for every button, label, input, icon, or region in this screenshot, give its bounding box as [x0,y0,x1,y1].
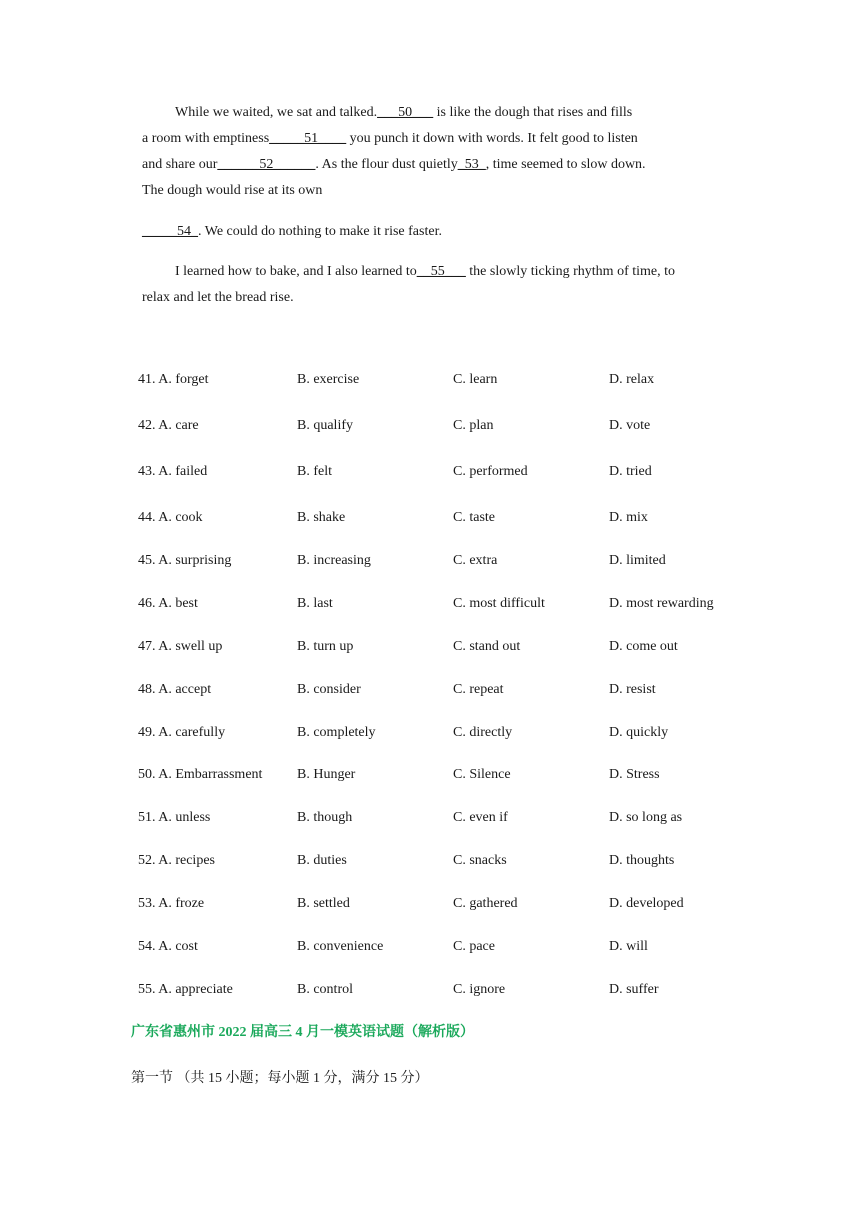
option-a: 47. A. swell up [138,639,223,654]
option-b: B. felt [297,464,332,479]
blank-55: __55___ [416,264,466,279]
option-a: 43. A. failed [138,464,208,479]
option-b: B. though [297,810,353,825]
option-c: C. repeat [453,682,504,697]
passage-line: _____54_. We could do nothing to make it rise faster. [142,224,442,239]
option-a: 52. A. recipes [138,853,215,868]
option-a: 50. A. Embarrassment [138,767,263,782]
option-row-43 [0,462,860,482]
option-c: C. snacks [453,853,507,868]
option-a: 42. A. care [138,418,199,433]
option-d: D. come out [609,639,678,654]
option-a: 53. A. froze [138,896,205,911]
option-a: 49. A. carefully [138,725,226,740]
option-a: 54. A. cost [138,939,198,954]
option-b: B. turn up [297,639,354,654]
blank-54: _____54_ [142,224,198,239]
option-a: 51. A. unless [138,810,211,825]
passage-line: relax and let the bread rise. [142,290,294,305]
option-d: D. so long as [609,810,683,825]
option-c: C. performed [453,464,528,479]
exam-title: 广东省惠州市 2022 届高三 4 月一模英语试题（解析版） [131,1025,474,1040]
option-a: 41. A. forget [138,372,209,387]
option-row-44 [0,508,860,528]
option-c: C. pace [453,939,495,954]
blank-52: ______52______ [217,157,316,172]
option-c: C. Silence [453,767,511,782]
option-b: B. settled [297,896,350,911]
blank-50: ___50___ [377,105,434,120]
option-c: C. taste [453,510,495,525]
option-c: C. learn [453,372,498,387]
section-heading: 第一节 （共 15 小题；每小题 1 分，满分 15 分） [131,1071,429,1086]
option-d: D. developed [609,896,684,911]
option-d: D. Stress [609,767,660,782]
option-d: D. thoughts [609,853,675,868]
option-b: B. duties [297,853,347,868]
option-row-45 [0,551,860,571]
passage-line: I learned how to bake, and I also learned to__55___ the slowly ticking rhythm of time, to [175,264,675,279]
option-d: D. tried [609,464,652,479]
option-row-50 [0,765,860,785]
passage-line: a room with emptiness_____51____ you punch it down with words. It felt good to listen [142,131,638,146]
option-row-51 [0,808,860,828]
option-row-42 [0,416,860,436]
option-b: B. increasing [297,553,371,568]
option-b: B. consider [297,682,361,697]
option-c: C. most difficult [453,596,545,611]
option-a: 55. A. appreciate [138,982,233,997]
option-d: D. will [609,939,648,954]
option-d: D. vote [609,418,651,433]
option-row-52 [0,851,860,871]
option-row-53 [0,894,860,914]
option-row-55 [0,980,860,1000]
option-b: B. completely [297,725,376,740]
option-d: D. most rewarding [609,596,714,611]
passage-line: While we waited, we sat and talked.___50___ is like the dough that rises and fills [175,105,633,120]
option-c: C. ignore [453,982,506,997]
option-c: C. extra [453,553,498,568]
blank-53: _53_ [457,157,486,172]
option-c: C. even if [453,810,508,825]
option-c: C. plan [453,418,494,433]
option-d: D. suffer [609,982,659,997]
option-row-46 [0,594,860,614]
option-a: 44. A. cook [138,510,203,525]
option-d: D. mix [609,510,648,525]
passage-line: and share our______52______. As the flour dust quietly_53_, time seemed to slow down. [142,157,646,172]
option-c: C. stand out [453,639,521,654]
option-row-48 [0,680,860,700]
option-row-47 [0,637,860,657]
option-c: C. gathered [453,896,518,911]
option-d: D. limited [609,553,666,568]
option-b: B. qualify [297,418,353,433]
option-b: B. control [297,982,353,997]
option-b: B. Hunger [297,767,356,782]
option-row-49 [0,723,860,743]
option-d: D. quickly [609,725,669,740]
option-b: B. convenience [297,939,384,954]
option-c: C. directly [453,725,513,740]
option-b: B. last [297,596,333,611]
option-b: B. shake [297,510,346,525]
option-a: 48. A. accept [138,682,212,697]
blank-51: _____51____ [269,131,347,146]
option-d: D. resist [609,682,656,697]
option-a: 45. A. surprising [138,553,232,568]
option-a: 46. A. best [138,596,198,611]
option-d: D. relax [609,372,655,387]
option-row-41 [0,370,860,390]
passage-line: The dough would rise at its own [142,183,323,198]
option-b: B. exercise [297,372,360,387]
option-row-54 [0,937,860,957]
